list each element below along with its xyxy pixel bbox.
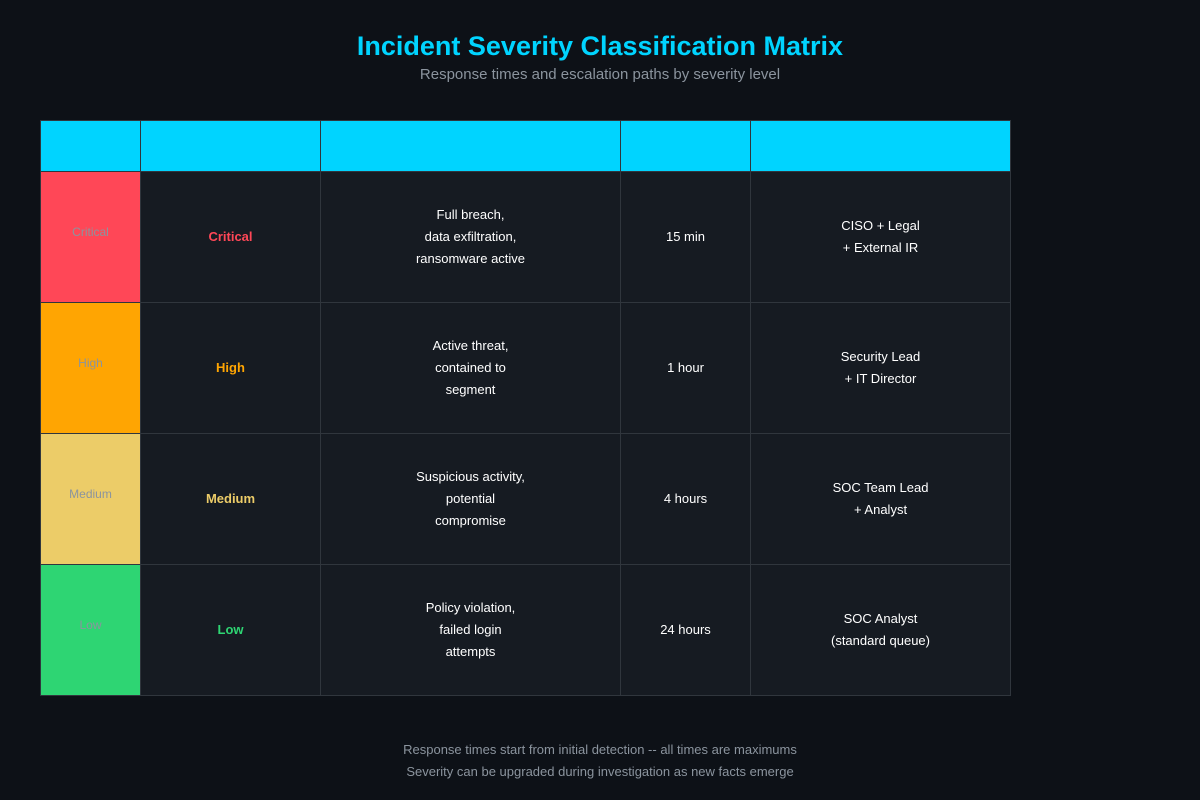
severity-level-critical: Critical: [141, 172, 321, 303]
page-subtitle: Response times and escalation paths by severity level: [419, 66, 781, 83]
severity-swatch-label: Low: [79, 618, 102, 632]
severity-description: Active threat, contained to segment: [321, 303, 621, 434]
escalation-path: CISO + Legal + External IR: [751, 172, 1011, 303]
header-cell-description: [321, 121, 621, 172]
response-time: 1 hour: [621, 303, 751, 434]
severity-level-low: Low: [141, 565, 321, 696]
table-row: [41, 565, 1011, 696]
severity-description: Suspicious activity, potential compromise: [321, 434, 621, 565]
severity-description: Policy violation, failed login attempts: [321, 565, 621, 696]
severity-swatch-label: Critical: [72, 225, 109, 239]
table-row: [41, 172, 1011, 303]
severity-swatch-label: Medium: [69, 487, 112, 501]
severity-swatch-low: [41, 565, 141, 696]
footer-note-response-times: Response times start from initial detection -- all times are maximums: [403, 742, 797, 757]
header-cell-level: [141, 121, 321, 172]
severity-swatch-high: [41, 303, 141, 434]
table-row: [41, 434, 1011, 565]
severity-swatch-label: High: [78, 356, 103, 370]
response-time: 24 hours: [621, 565, 751, 696]
escalation-path: Security Lead + IT Director: [751, 303, 1011, 434]
response-time: 4 hours: [621, 434, 751, 565]
table-row: [41, 303, 1011, 434]
footer-note-severity-upgrade: Severity can be upgraded during investigation as new facts emerge: [406, 764, 794, 779]
header-cell-response-time: [621, 121, 751, 172]
header-cell-swatch: [41, 121, 141, 172]
severity-level-high: High: [141, 303, 321, 434]
matrix-header-row: [41, 121, 1011, 172]
severity-matrix: [40, 120, 1011, 696]
header-cell-escalation: [751, 121, 1011, 172]
severity-level-medium: Medium: [141, 434, 321, 565]
page-title: Incident Severity Classification Matrix: [356, 31, 844, 61]
response-time: 15 min: [621, 172, 751, 303]
escalation-path: SOC Team Lead + Analyst: [751, 434, 1011, 565]
severity-swatch-critical: [41, 172, 141, 303]
severity-description: Full breach, data exfiltration, ransomware active: [321, 172, 621, 303]
escalation-path: SOC Analyst (standard queue): [751, 565, 1011, 696]
severity-swatch-medium: [41, 434, 141, 565]
